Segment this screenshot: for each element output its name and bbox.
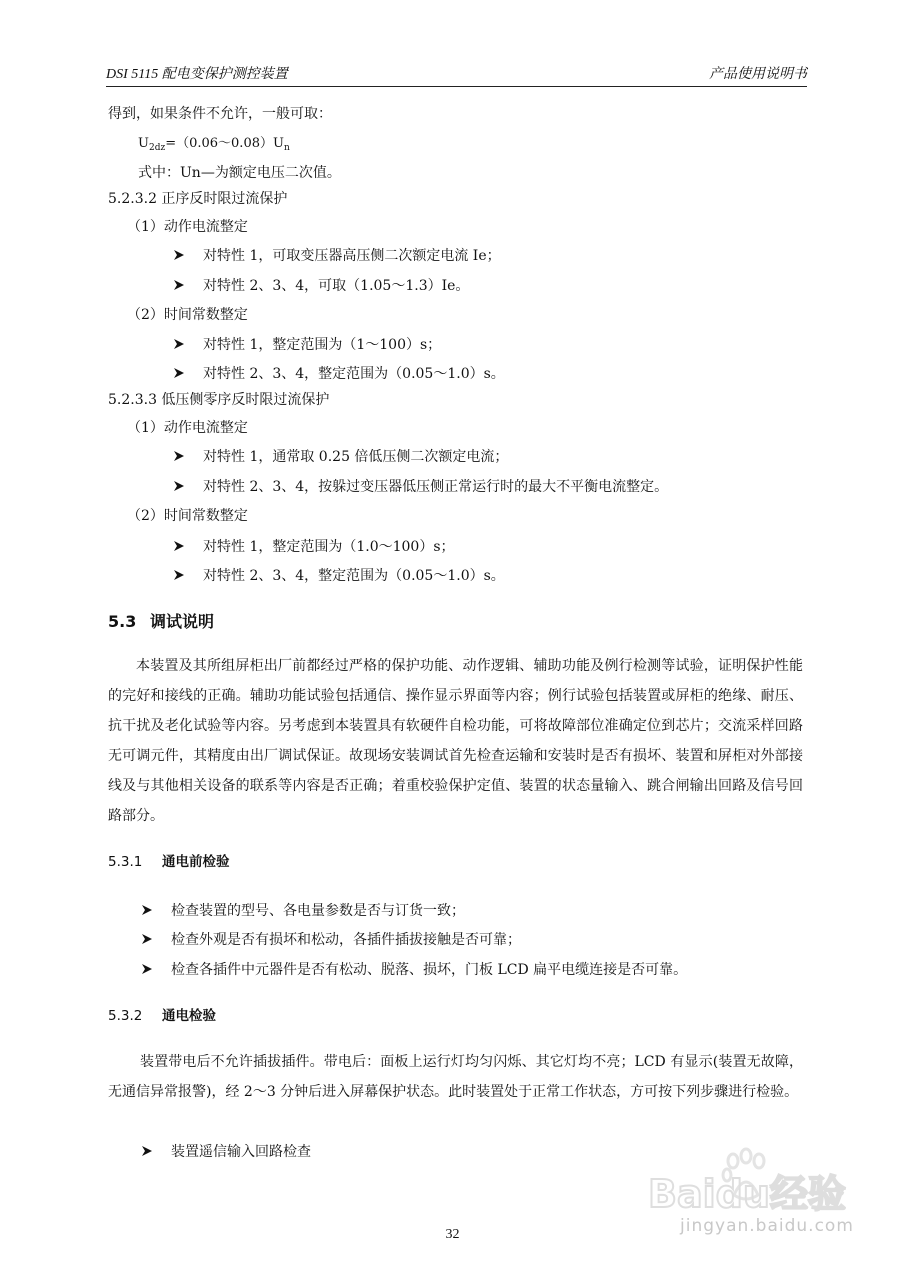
bullet-item: 对特性 1，整定范围为（1.0～100）s； (173, 537, 455, 557)
bullet-item: 对特性 1，可取变压器高压侧二次额定电流 Ie； (173, 246, 501, 266)
subsection-heading: 5.2.3.3 低压侧零序反时限过流保护 (108, 392, 330, 408)
bullet-item: 对特性 2、3、4，整定范围为（0.05～1.0）s。 (173, 364, 505, 384)
bullet-item: 对特性 2、3、4，可取（1.05～1.3）Ie。 (173, 276, 469, 296)
section-paragraph: 本装置及其所组屏柜出厂前都经过严格的保护功能、动作逻辑、辅助功能及例行检测等试验，证明保护性能的完好和接线的正确。辅助功能试验包括通信、操作显示界面等内容；例行试验包括装置或屏柜的绝缘、耐压、抗干扰及老化试验等内容。另考虑到本装置具有软硬件自检功能，可将故障部位准确定位到芯片；交流采样回路无可调元件，其精度由出厂调试保证。故现场安装调试首先检查运输和安装时是否有损坏、装置和屏柜对外部接线及与其他相关设备的联系等内容是否正确；着重校验保护定值、装置的状态量输入、跳合闸输出回路及信号回路部分。 (108, 658, 803, 824)
arrow-bullet-icon (141, 963, 153, 975)
bullet-item: 对特性 2、3、4，按躲过变压器低压侧正常运行时的最大不平衡电流整定。 (173, 477, 668, 497)
section-number: 5.3 (108, 612, 137, 631)
bullet-item: 对特性 1，整定范围为（1～100）s； (173, 335, 441, 355)
arrow-bullet-icon (173, 249, 185, 261)
section-paragraph: 装置带电后不允许插拔插件。带电后：面板上运行灯均匀闪烁、其它灯均不亮；LCD 有显示(装置无故障，无通信异常报警)，经 2～3 分钟后进入屏幕保护状态。此时装置处于正常工作状态，方可按下列步骤进行检验。 (108, 1054, 803, 1100)
bullet-item: 对特性 1，通常取 0.25 倍低压侧二次额定电流； (173, 447, 508, 467)
watermark-url: jingyan.baidu.com (680, 1216, 854, 1236)
arrow-bullet-icon (173, 367, 185, 379)
page-number: 32 (445, 1227, 460, 1242)
arrow-bullet-icon (141, 933, 153, 945)
arrow-bullet-icon (173, 569, 185, 581)
item-heading: （1）动作电流整定 (127, 420, 248, 436)
text-line: 得到，如果条件不允许，一般可取： (108, 106, 332, 122)
arrow-bullet-icon (173, 480, 185, 492)
arrow-bullet-icon (173, 450, 185, 462)
arrow-bullet-icon (173, 540, 185, 552)
bullet-item: 装置遥信输入回路检查 (141, 1142, 311, 1162)
subsection-heading (108, 1006, 216, 1026)
arrow-bullet-icon (141, 904, 153, 916)
subsection-number: 5.3.2 (108, 1008, 143, 1024)
formula: $U_{2dz}=(0.06\sim 0.08)U_n$ (138, 136, 290, 153)
arrow-bullet-icon (173, 338, 185, 350)
item-heading: （2）时间常数整定 (127, 508, 248, 524)
bullet-item: 检查外观是否有损坏和松动，各插件插拔接触是否可靠； (141, 930, 521, 950)
subsection-title: 通电检验 (162, 1008, 216, 1024)
section-heading (108, 611, 214, 633)
page-header (106, 64, 807, 87)
header-doc-type: 产品使用说明书 (709, 67, 807, 82)
bullet-item: 检查装置的型号、各电量参数是否与订货一致； (141, 901, 465, 921)
formula-note: 式中：Un—为额定电压二次值。 (138, 165, 341, 181)
bullet-item: 对特性 2、3、4，整定范围为（0.05～1.0）s。 (173, 566, 505, 586)
arrow-bullet-icon (173, 279, 185, 291)
item-heading: （1）动作电流整定 (127, 219, 248, 235)
subsection-heading (108, 852, 230, 872)
subsection-number: 5.3.1 (108, 854, 143, 870)
subsection-heading: 5.2.3.2 正序反时限过流保护 (108, 191, 288, 207)
arrow-bullet-icon (141, 1145, 153, 1157)
bullet-item: 检查各插件中元器件是否有松动、脱落、损坏，门板 LCD 扁平电缆连接是否可靠。 (141, 960, 687, 980)
section-title: 调试说明 (150, 612, 215, 631)
header-title: DSI 5115 配电变保护测控装置 (106, 67, 288, 82)
subsection-title: 通电前检验 (162, 854, 230, 870)
item-heading: （2）时间常数整定 (127, 307, 248, 323)
watermark-logo-text: Baidu经验 (648, 1172, 846, 1216)
